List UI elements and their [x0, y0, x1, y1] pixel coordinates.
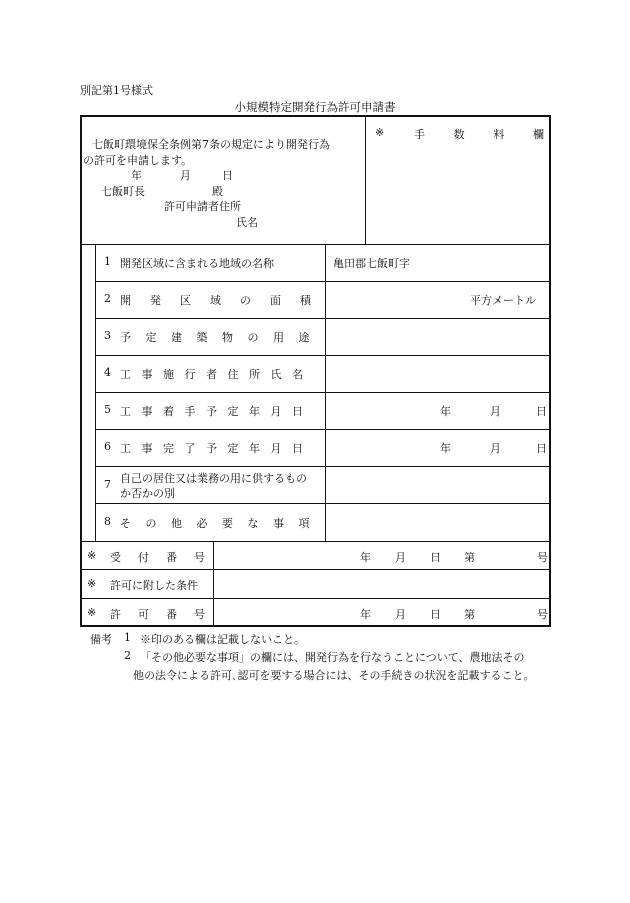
honorific: 殿 [212, 185, 223, 198]
item-label-contractor: 工事施行者住所氏名 [120, 368, 314, 381]
application-form [80, 115, 551, 627]
permit-month: 月 [395, 608, 406, 621]
fee-char: 手 [414, 128, 425, 141]
conditions-mark: ※ [87, 577, 97, 590]
receipt-month: 月 [395, 551, 406, 564]
note-1-number: 1 [124, 631, 131, 644]
item-number: 4 [104, 366, 111, 379]
completion-date-day: 日 [536, 442, 547, 455]
area-size-unit[interactable]: 平方メートル [470, 294, 536, 307]
item-label-completion-date: 工事完了予定年月日 [120, 442, 314, 455]
note-2-line-2: 他の法令による許可､認可を要する場合には、その手続きの状況を記載すること。 [133, 669, 535, 682]
item-label-own-use-line-1: 自己の居住又は業務の用に供するもの [120, 472, 307, 485]
receipt-mark: ※ [87, 549, 97, 562]
permit-conditions-label: 許可に附した条件 [110, 579, 198, 592]
item-number: 1 [104, 255, 111, 268]
fee-box-label [414, 126, 544, 142]
receipt-number-label: 受付番号 [110, 551, 222, 564]
start-date-year: 年 [440, 405, 451, 418]
statement-line-2: の許可を申請します。 [83, 154, 193, 167]
completion-date-year: 年 [440, 442, 451, 455]
permit-mark: ※ [87, 606, 97, 619]
item-number: 8 [104, 515, 111, 528]
item-number: 6 [104, 440, 111, 453]
document-title: 小規模特定開発行為許可申請書 [234, 100, 396, 114]
date-day-label: 日 [222, 169, 233, 182]
start-date-day: 日 [536, 405, 547, 418]
applicant-name-label: 氏名 [236, 216, 258, 229]
item-number: 7 [104, 478, 111, 491]
item-label-start-date: 工事着手予定年月日 [120, 405, 314, 418]
item-label-other: その他必要な事項 [120, 517, 324, 530]
note-2-number: 2 [124, 649, 131, 662]
permit-dai: 第 [464, 608, 475, 621]
addressee: 七飯町長 [101, 185, 145, 198]
receipt-dai: 第 [464, 551, 475, 564]
applicant-address-label: 許可申請者住所 [164, 200, 241, 213]
statement-line-1: 七飯町環境保全条例第7条の規定により開発行為 [92, 138, 330, 151]
date-year-label: 年 [131, 169, 142, 182]
note-1-text: ※印のある欄は記載しないこと。 [140, 633, 305, 646]
permit-number-label: 許可番号 [110, 608, 222, 621]
fee-char: 料 [493, 128, 505, 141]
area-name-value[interactable]: 亀田郡七飯町字 [333, 257, 410, 270]
completion-date-month: 月 [490, 442, 501, 455]
fee-char: 数 [453, 128, 465, 141]
item-label-own-use-line-2: か否かの別 [120, 487, 175, 500]
item-label-area-size: 開発区域の面積 [120, 294, 330, 307]
item-number: 3 [104, 329, 111, 342]
receipt-day: 日 [430, 551, 441, 564]
receipt-go: 号 [537, 551, 548, 564]
item-label-building-use: 予定建築物の用途 [120, 331, 324, 344]
permit-year: 年 [360, 608, 371, 621]
fee-char: 欄 [532, 128, 544, 141]
form-number-label: 別記第1号様式 [80, 84, 153, 97]
item-number: 2 [104, 292, 111, 305]
item-label-area-name: 開発区域に含まれる地域の名称 [120, 257, 274, 270]
fee-box-mark: ※ [375, 126, 385, 139]
receipt-year: 年 [360, 551, 371, 564]
permit-go: 号 [537, 608, 548, 621]
date-month-label: 月 [180, 169, 191, 182]
note-2-line-1: 「その他必要な事項」の欄には、開発行為を行なうことについて、農地法その [140, 651, 525, 664]
start-date-month: 月 [490, 405, 501, 418]
permit-day: 日 [430, 608, 441, 621]
notes-heading: 備考 [90, 633, 112, 646]
item-number: 5 [104, 403, 111, 416]
